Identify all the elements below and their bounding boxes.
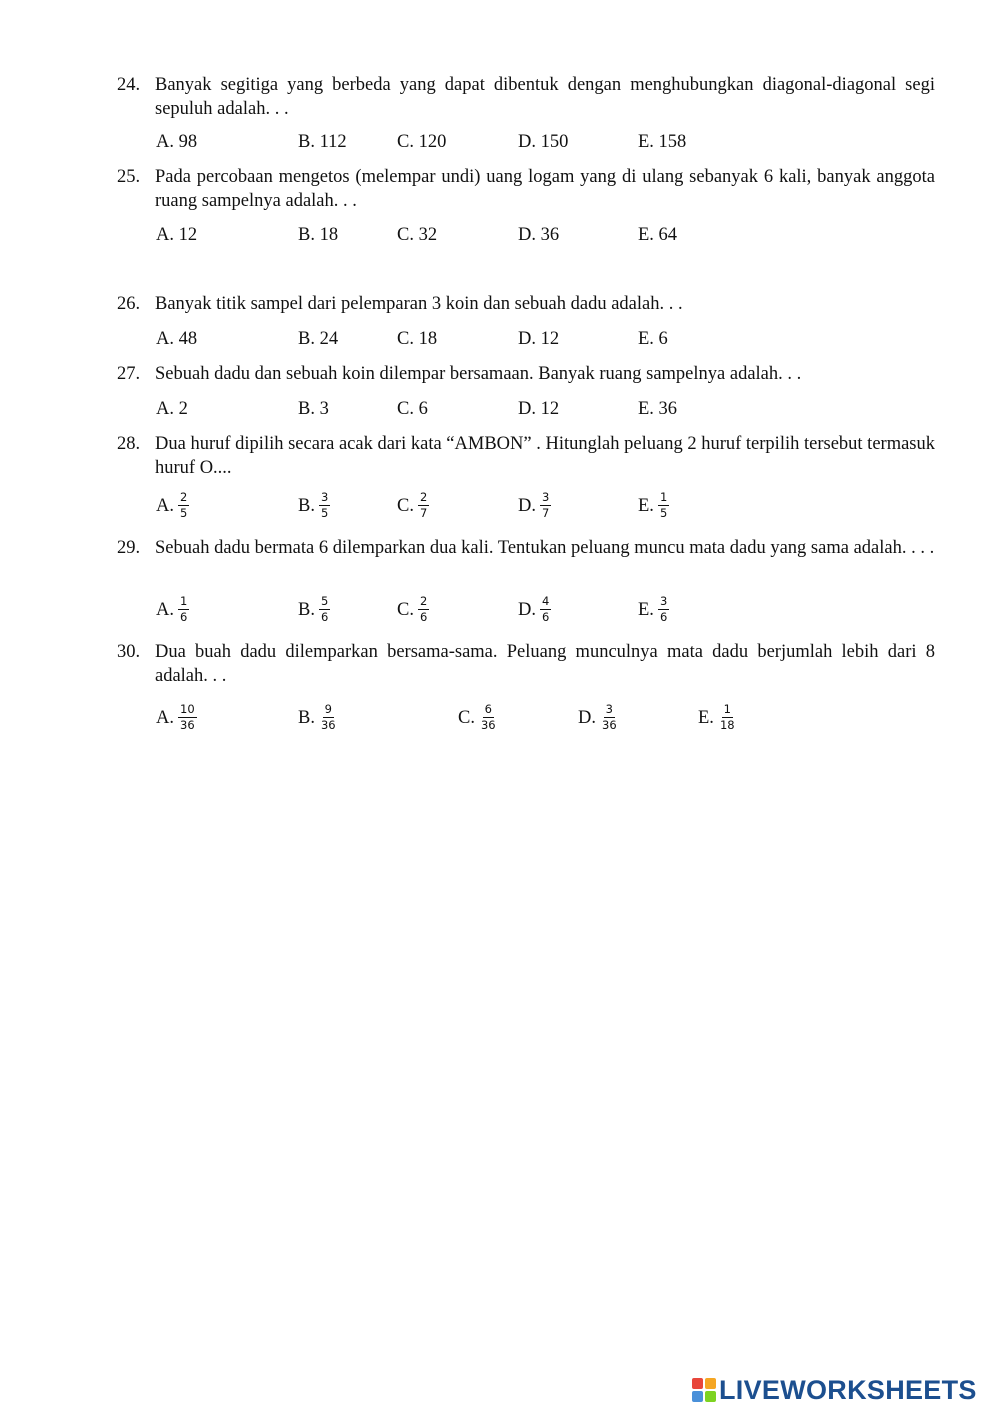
liveworksheets-logo-icon xyxy=(692,1378,716,1402)
fraction-numerator: 5 xyxy=(320,594,329,608)
question-number: 30. xyxy=(117,642,141,662)
fraction-denominator: 6 xyxy=(659,610,668,624)
fraction xyxy=(600,703,619,732)
fraction xyxy=(418,491,429,520)
option-label: E. xyxy=(638,495,654,516)
option-a[interactable] xyxy=(156,595,189,624)
option-b[interactable]: B. 112 xyxy=(298,132,347,152)
option-label: C. xyxy=(397,599,414,620)
question-number: 24. xyxy=(117,75,141,95)
option-e[interactable] xyxy=(638,491,669,520)
liveworksheets-logo[interactable] xyxy=(692,1374,977,1406)
fraction-denominator: 7 xyxy=(419,506,428,520)
option-label: C. xyxy=(397,495,414,516)
option-b[interactable]: B. 24 xyxy=(298,329,339,349)
fraction-denominator: 6 xyxy=(320,610,329,624)
option-c[interactable] xyxy=(458,703,498,732)
logo-square-3 xyxy=(692,1391,703,1402)
fraction-numerator: 6 xyxy=(484,702,492,716)
option-label: B. xyxy=(298,707,315,728)
fraction-denominator: 6 xyxy=(419,610,428,624)
fraction-denominator: 5 xyxy=(180,506,188,520)
fraction-denominator: 36 xyxy=(480,718,496,732)
option-c[interactable] xyxy=(397,595,429,624)
option-e[interactable]: E. 158 xyxy=(638,132,687,152)
fraction xyxy=(319,595,330,624)
question-text: Pada percobaan mengetos (melempar undi) uang logam yang di ulang sebanyak 6 kali, banyak anggota ruang sampelnya adalah. . . xyxy=(155,167,935,211)
option-c[interactable]: C. 120 xyxy=(397,132,447,152)
fraction xyxy=(718,703,737,732)
option-d[interactable]: D. 150 xyxy=(518,132,569,152)
fraction xyxy=(540,491,551,520)
fraction-denominator: 5 xyxy=(659,506,668,520)
fraction xyxy=(418,595,429,624)
fraction-denominator: 5 xyxy=(320,506,329,520)
fraction-numerator: 2 xyxy=(419,594,428,608)
fraction xyxy=(319,491,330,520)
option-label: B. xyxy=(298,495,315,516)
logo-text: LIVEWORKSHEETS xyxy=(719,1375,977,1405)
fraction-numerator: 3 xyxy=(320,490,329,504)
option-d[interactable] xyxy=(518,595,551,624)
option-d[interactable] xyxy=(518,491,551,520)
option-d[interactable] xyxy=(578,703,619,732)
option-d[interactable]: D. 12 xyxy=(518,329,560,349)
question-text: Sebuah dadu dan sebuah koin dilempar bersamaan. Banyak ruang sampelnya adalah. . . xyxy=(155,364,802,384)
option-label: D. xyxy=(518,495,536,516)
option-b[interactable] xyxy=(298,703,338,732)
fraction-denominator: 7 xyxy=(542,506,550,520)
question-text: Dua huruf dipilih secara acak dari kata “AMBON” . Hitunglah peluang 2 huruf terpilih tersebut termasuk huruf O.... xyxy=(155,434,935,478)
fraction-denominator: 18 xyxy=(719,718,735,732)
fraction-numerator: 3 xyxy=(605,702,613,716)
fraction-numerator: 9 xyxy=(324,702,332,716)
option-label: D. xyxy=(518,599,536,620)
logo-square-2 xyxy=(705,1378,716,1389)
fraction-numerator: 10 xyxy=(180,702,195,716)
option-a[interactable]: A. 12 xyxy=(156,225,198,245)
fraction xyxy=(658,491,669,520)
option-c[interactable] xyxy=(397,491,429,520)
option-d[interactable]: D. 12 xyxy=(518,399,560,419)
fraction-numerator: 3 xyxy=(542,490,550,504)
option-e[interactable]: E. 6 xyxy=(638,329,668,349)
fraction-denominator: 36 xyxy=(602,718,617,732)
fraction-numerator: 1 xyxy=(723,702,731,716)
fraction-numerator: 1 xyxy=(659,490,668,504)
option-a[interactable]: A. 48 xyxy=(156,329,198,349)
option-c[interactable]: C. 32 xyxy=(397,225,438,245)
question-number: 26. xyxy=(117,294,141,314)
fraction xyxy=(479,703,498,732)
option-label: E. xyxy=(638,599,654,620)
option-c[interactable]: C. 6 xyxy=(397,399,428,419)
option-b[interactable]: B. 18 xyxy=(298,225,339,245)
option-e[interactable] xyxy=(698,703,737,732)
fraction-numerator: 2 xyxy=(419,490,428,504)
option-label: A. xyxy=(156,599,174,620)
option-a[interactable] xyxy=(156,703,197,732)
option-b[interactable]: B. 3 xyxy=(298,399,329,419)
question-text: Banyak segitiga yang berbeda yang dapat dibentuk dengan menghubungkan diagonal-diagonal segi sepuluh adalah. . . xyxy=(155,75,935,119)
fraction-numerator: 3 xyxy=(659,594,668,608)
option-label: A. xyxy=(156,495,174,516)
option-label: D. xyxy=(578,707,596,728)
option-e[interactable] xyxy=(638,595,669,624)
fraction xyxy=(319,703,338,732)
option-e[interactable]: E. 36 xyxy=(638,399,678,419)
fraction xyxy=(540,595,551,624)
option-label: B. xyxy=(298,599,315,620)
question-number: 27. xyxy=(117,364,141,384)
question-number: 25. xyxy=(117,167,141,187)
fraction-numerator: 1 xyxy=(180,594,188,608)
question-text: Sebuah dadu bermata 6 dilemparkan dua kali. Tentukan peluang muncu mata dadu yang sama adalah. . . . xyxy=(155,538,935,558)
fraction-denominator: 6 xyxy=(180,610,188,624)
fraction-denominator: 36 xyxy=(180,718,195,732)
option-c[interactable]: C. 18 xyxy=(397,329,438,349)
option-e[interactable]: E. 64 xyxy=(638,225,678,245)
fraction-denominator: 6 xyxy=(542,610,550,624)
option-label: E. xyxy=(698,707,714,728)
option-d[interactable]: D. 36 xyxy=(518,225,560,245)
option-b[interactable] xyxy=(298,491,330,520)
option-a[interactable] xyxy=(156,491,189,520)
question-text: Dua buah dadu dilemparkan bersama-sama. Peluang munculnya mata dadu berjumlah lebih dari 8 adalah. . . xyxy=(155,642,935,686)
option-label: A. xyxy=(156,707,174,728)
logo-square-1 xyxy=(692,1378,703,1389)
fraction-numerator: 4 xyxy=(542,594,550,608)
question-text: Banyak titik sampel dari pelemparan 3 koin dan sebuah dadu adalah. . . xyxy=(155,294,683,314)
fraction-denominator: 36 xyxy=(320,718,336,732)
fraction xyxy=(658,595,669,624)
option-label: C. xyxy=(458,707,475,728)
question-number: 29. xyxy=(117,538,141,558)
fraction xyxy=(178,595,189,624)
option-b[interactable] xyxy=(298,595,330,624)
logo-square-4 xyxy=(705,1391,716,1402)
option-a[interactable]: A. 2 xyxy=(156,399,188,419)
option-a[interactable]: A. 98 xyxy=(156,132,198,152)
fraction-numerator: 2 xyxy=(180,490,188,504)
question-number: 28. xyxy=(117,434,141,454)
fraction xyxy=(178,491,189,520)
fraction xyxy=(178,703,197,732)
